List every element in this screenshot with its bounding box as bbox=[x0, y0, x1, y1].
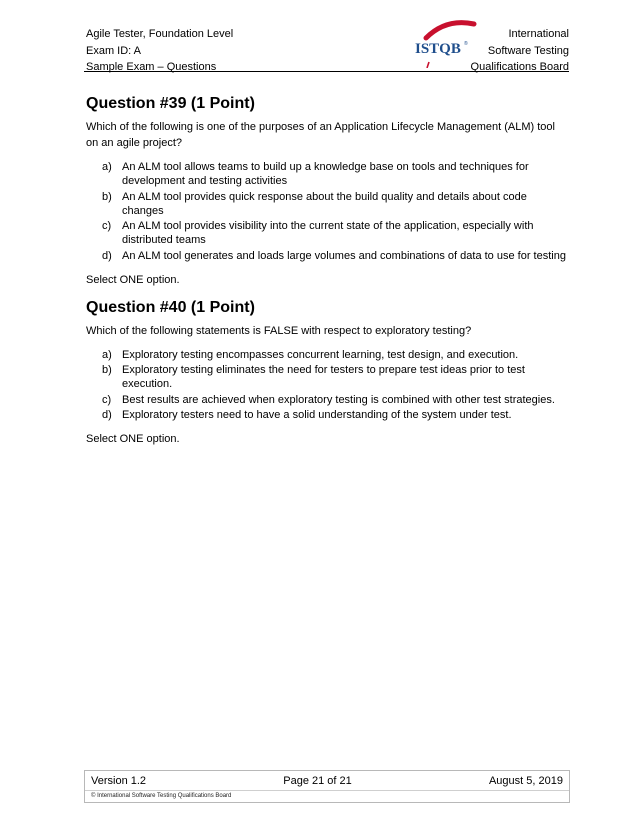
question-stem: Which of the following is one of the purposes of an Application Lifecycle Management (ALM) tool on an agile project? bbox=[86, 121, 555, 149]
option-text: An ALM tool provides quick response about the build quality and details about code changes bbox=[122, 190, 527, 217]
footer-copyright: © International Software Testing Qualifications Board bbox=[91, 793, 232, 799]
option-c[interactable] bbox=[86, 219, 570, 247]
option-letter: c) bbox=[102, 393, 112, 406]
question-title: Question #39 (1 Point) bbox=[86, 95, 255, 112]
option-text: Best results are achieved when exploratory testing is combined with other test strategies. bbox=[122, 393, 555, 406]
option-d[interactable] bbox=[86, 408, 570, 422]
header-doc-type: Sample Exam – Questions bbox=[86, 61, 217, 73]
header-course: Agile Tester, Foundation Level bbox=[86, 28, 234, 40]
header-org-1: International bbox=[508, 28, 569, 40]
header-divider bbox=[84, 71, 569, 72]
option-list bbox=[86, 160, 570, 263]
option-d[interactable] bbox=[86, 249, 570, 263]
question-39 bbox=[86, 94, 570, 288]
option-a[interactable] bbox=[86, 160, 570, 188]
question-instruction: Select ONE option. bbox=[86, 433, 180, 445]
question-40 bbox=[86, 298, 570, 448]
option-c[interactable] bbox=[86, 393, 570, 407]
footer-date: August 5, 2019 bbox=[488, 775, 563, 787]
option-letter: b) bbox=[102, 364, 112, 376]
option-letter: a) bbox=[102, 161, 112, 173]
option-letter: b) bbox=[102, 190, 112, 203]
content bbox=[86, 94, 570, 457]
header-right bbox=[471, 26, 569, 76]
question-instruction: Select ONE option. bbox=[86, 273, 180, 286]
option-text: Exploratory testers need to have a solid understanding of the system under test. bbox=[122, 409, 512, 421]
option-b[interactable] bbox=[86, 363, 570, 391]
option-letter: a) bbox=[102, 348, 112, 361]
istqb-logo bbox=[412, 20, 478, 68]
option-a[interactable] bbox=[86, 348, 570, 362]
header-org-2: Software Testing bbox=[487, 44, 569, 57]
option-text: Exploratory testing eliminates the need for testers to prepare test ideas prior to test execution. bbox=[122, 364, 525, 390]
option-list bbox=[86, 348, 570, 423]
option-letter: c) bbox=[102, 220, 112, 232]
option-text: An ALM tool allows teams to build up a knowledge base on tools and techniques for development and testing activities bbox=[122, 161, 529, 187]
option-text: An ALM tool provides visibility into the current state of the application, especially with distributed teams bbox=[122, 220, 534, 246]
svg-text:®: ® bbox=[464, 41, 468, 47]
footer-row bbox=[91, 775, 563, 787]
logo-text: ISTQB bbox=[415, 41, 461, 57]
question-title: Question #40 (1 Point) bbox=[86, 298, 255, 316]
option-letter: d) bbox=[102, 249, 112, 262]
option-text: Exploratory testing encompasses concurrent learning, test design, and execution. bbox=[122, 348, 519, 361]
header-exam-id: Exam ID: A bbox=[86, 44, 142, 57]
question-stem: Which of the following statements is FALSE with respect to exploratory testing? bbox=[86, 324, 472, 337]
footer-page-number: Page 21 of 21 bbox=[283, 775, 352, 787]
option-letter: d) bbox=[102, 409, 112, 421]
footer bbox=[84, 770, 570, 803]
header-left bbox=[86, 26, 233, 76]
header-org-3: Qualifications Board bbox=[470, 61, 569, 73]
footer-version: Version 1.2 bbox=[91, 775, 147, 787]
footer-divider bbox=[85, 790, 569, 791]
option-text: An ALM tool generates and loads large volumes and combinations of data to use for testing bbox=[122, 249, 566, 262]
option-b[interactable] bbox=[86, 190, 570, 218]
